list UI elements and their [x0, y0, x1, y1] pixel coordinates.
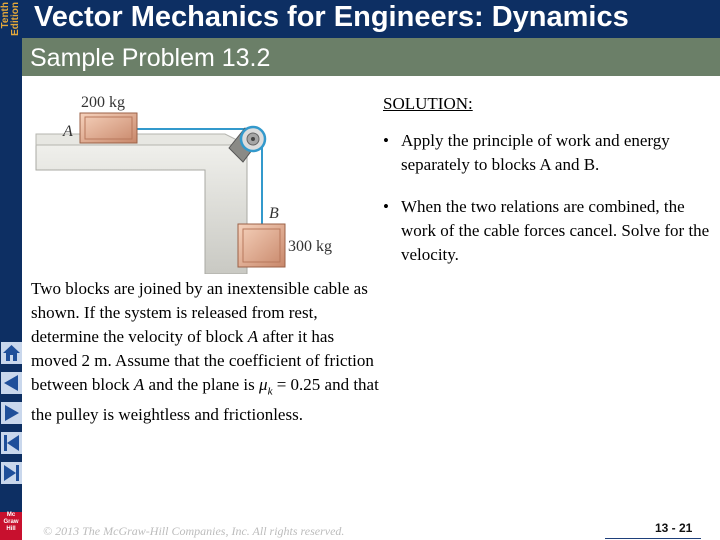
skip-forward-icon	[1, 462, 22, 484]
previous-slide-button[interactable]	[1, 372, 22, 394]
block-a-label: A	[63, 123, 73, 140]
edition-line-1: Tenth	[0, 2, 11, 29]
first-slide-button[interactable]	[1, 432, 22, 454]
mcgraw-hill-logo: Mc Graw Hill	[0, 512, 22, 540]
last-slide-button[interactable]	[1, 462, 22, 484]
bullet-marker: •	[383, 131, 389, 150]
home-button[interactable]	[1, 342, 22, 364]
block-b-label: B	[269, 205, 279, 222]
arrow-left-icon	[1, 372, 22, 394]
page-number: 13 - 21	[655, 521, 693, 535]
block-a-ref: A	[247, 327, 259, 346]
edition-label	[0, 0, 22, 42]
home-icon	[1, 342, 22, 364]
mass-a-label: 200 kg	[81, 94, 125, 111]
problem-text: = 0.25 and that the pulley is weightless and frictionless.	[31, 375, 379, 425]
problem-text: after it has moved 2 m. Assume that the coefficient of friction between block	[31, 327, 374, 394]
mu-symbol: μ	[259, 375, 268, 394]
bullet-text: Apply the principle of work and energy separately to blocks A and B.	[401, 131, 670, 174]
pulley-icon	[241, 127, 265, 151]
arrow-right-icon	[1, 402, 22, 424]
slide-subtitle: Sample Problem 13.2	[30, 44, 271, 72]
left-sidebar	[0, 0, 22, 540]
mu-subscript: k	[267, 385, 273, 398]
block-a-ref: A	[133, 375, 145, 394]
solution-bullet	[383, 129, 713, 177]
problem-text: and the plane is	[144, 375, 260, 394]
blocks-pulley-diagram	[33, 88, 375, 274]
bullet-text: When the two relations are combined, the work of the cable forces cancel. Solve for the velocity.	[401, 197, 710, 264]
problem-statement	[31, 277, 381, 427]
edition-line-2: Edition	[10, 2, 21, 36]
footer-divider	[605, 538, 701, 539]
support-surface	[36, 143, 247, 274]
next-slide-button[interactable]	[1, 402, 22, 424]
problem-text: Two blocks are joined by an inextensible cable as shown. If the system is released from rest, determine the velocity of block	[31, 279, 368, 346]
bullet-marker: •	[383, 197, 389, 216]
solution-bullet	[383, 195, 713, 267]
mass-b-label: 300 kg	[288, 238, 332, 255]
problem-figure	[33, 88, 375, 274]
block-b	[238, 224, 285, 267]
slide-title: Vector Mechanics for Engineers: Dynamics	[34, 1, 629, 33]
skip-back-icon	[1, 432, 22, 454]
solution-heading: SOLUTION:	[383, 94, 473, 113]
copyright-notice: © 2013 The McGraw-Hill Companies, Inc. All rights reserved.	[43, 524, 345, 538]
